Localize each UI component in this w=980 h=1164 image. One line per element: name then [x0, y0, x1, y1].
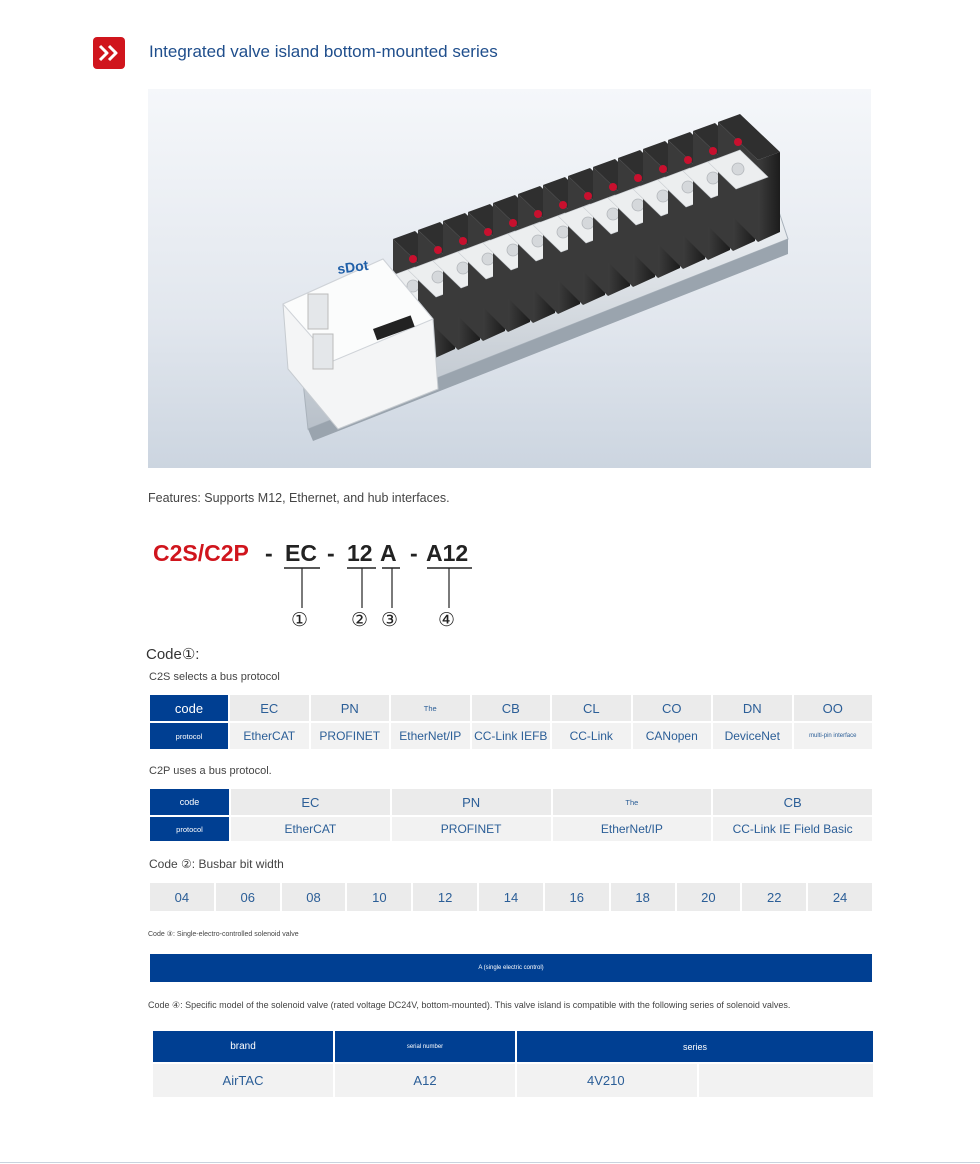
- svg-text:④: ④: [438, 609, 456, 631]
- table-cell: [699, 1064, 873, 1097]
- code1-title: Code①:: [146, 646, 200, 663]
- model-seg-type: A: [380, 540, 397, 566]
- svg-text:sDot: sDot: [336, 256, 370, 277]
- table-header-protocol: protocol: [150, 817, 229, 841]
- table-cell: DN: [713, 695, 792, 721]
- model-seg-valve: A12: [426, 540, 469, 566]
- table-cell: EC: [231, 789, 390, 815]
- table-cell: A12: [335, 1064, 515, 1097]
- table-cell: EtherNet/IP: [553, 817, 712, 841]
- table-cell: CANopen: [633, 723, 712, 749]
- table-cell: 06: [216, 883, 280, 911]
- table-cell: 04: [150, 883, 214, 911]
- table-cell: 14: [479, 883, 543, 911]
- code4-title: Code ④: Specific model of the solenoid valve (rated voltage DC24V, bottom-mounted). This valve island is compatible with the following series of solenoid valves.: [148, 1000, 791, 1010]
- svg-text:-: -: [327, 540, 335, 566]
- table-cell: PROFINET: [311, 723, 390, 749]
- table-header-protocol: protocol: [150, 723, 228, 749]
- code2-title: Code ②: Busbar bit width: [149, 857, 284, 871]
- product-image: [148, 89, 871, 468]
- c2p-protocol-table: [148, 787, 874, 843]
- table-cell: OO: [794, 695, 873, 721]
- valve-series-table: [151, 1029, 875, 1099]
- table-cell: 12: [413, 883, 477, 911]
- table-cell: 16: [545, 883, 609, 911]
- c2s-protocol-table: [148, 693, 874, 751]
- svg-text:-: -: [265, 540, 273, 566]
- table-cell: 4V210: [517, 1064, 697, 1097]
- table-cell: CC-Link IE Field Basic: [713, 817, 872, 841]
- svg-text:①: ①: [291, 609, 309, 631]
- code3-option-bar: A (single electric control): [150, 954, 872, 982]
- page-divider: [0, 1162, 980, 1163]
- table-cell: CO: [633, 695, 712, 721]
- table-header-code: code: [150, 789, 229, 815]
- svg-text:②: ②: [351, 609, 369, 631]
- table-cell: DeviceNet: [713, 723, 792, 749]
- table-cell: AirTAC: [153, 1064, 333, 1097]
- table-cell: PN: [311, 695, 390, 721]
- table-cell: EtherNet/IP: [391, 723, 470, 749]
- table-cell: multi-pin interface: [794, 723, 873, 749]
- table-cell: 10: [347, 883, 411, 911]
- table-cell: 20: [677, 883, 741, 911]
- table-cell: EtherCAT: [230, 723, 309, 749]
- busbar-width-table: [148, 881, 874, 913]
- model-prefix: C2S/C2P: [153, 540, 249, 566]
- table-cell: EC: [230, 695, 309, 721]
- code3-title: Code ③: Single-electro-controlled solenoid valve: [148, 931, 299, 938]
- svg-text:③: ③: [381, 609, 399, 631]
- table-cell: 22: [742, 883, 806, 911]
- table-cell: CC-Link IEFB: [472, 723, 551, 749]
- svg-text:-: -: [410, 540, 418, 566]
- table-cell: 08: [282, 883, 346, 911]
- section-chevron-icon: [93, 37, 125, 69]
- page-title: Integrated valve island bottom-mounted series: [149, 42, 498, 61]
- table-cell: The: [553, 789, 712, 815]
- model-code-diagram: [148, 530, 548, 635]
- table-cell: CL: [552, 695, 631, 721]
- features-text: Features: Supports M12, Ethernet, and hub interfaces.: [148, 491, 450, 505]
- table-cell: PN: [392, 789, 551, 815]
- table-cell: CB: [713, 789, 872, 815]
- table-header-brand: brand: [153, 1031, 333, 1062]
- table-cell: 18: [611, 883, 675, 911]
- model-seg-protocol: EC: [285, 540, 317, 566]
- table-cell: The: [391, 695, 470, 721]
- table-header-code: code: [150, 695, 228, 721]
- c2p-label: C2P uses a bus protocol.: [149, 765, 272, 777]
- table-header-series: series: [517, 1031, 873, 1062]
- table-cell: PROFINET: [392, 817, 551, 841]
- table-header-serial: serial number: [335, 1031, 515, 1062]
- c2s-label: C2S selects a bus protocol: [149, 671, 280, 683]
- table-cell: EtherCAT: [231, 817, 390, 841]
- table-cell: CB: [472, 695, 551, 721]
- table-cell: 24: [808, 883, 872, 911]
- table-cell: CC-Link: [552, 723, 631, 749]
- model-seg-width: 12: [347, 540, 373, 566]
